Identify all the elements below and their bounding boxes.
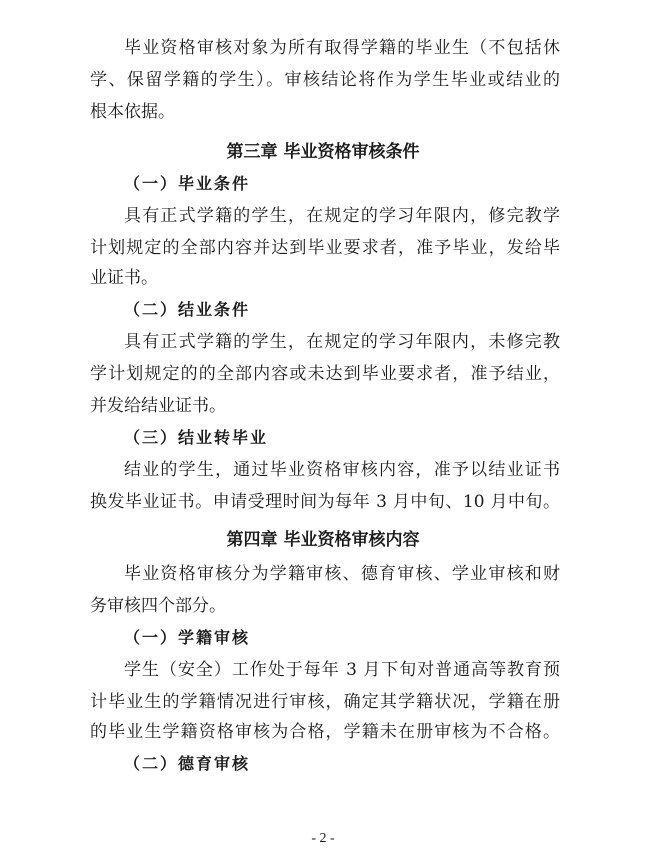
enrollment-review-line-2: 计毕业生的学籍情况进行审核，确定其学籍状况，学籍在册 xyxy=(90,692,560,712)
graduation-conditions-line-1: 具有正式学籍的学生，在规定的学习年限内，修完教学 xyxy=(124,206,560,226)
completion-conditions-line-3: 并发给结业证书。 xyxy=(90,396,226,416)
intro-line-3: 根本依据。 xyxy=(90,102,175,122)
chapter-4-title: 第四章 毕业资格审核内容 xyxy=(226,530,420,550)
intro-line-1: 毕业资格审核对象为所有取得学籍的毕业生（不包括休 xyxy=(124,38,560,58)
section-completion-conditions-heading: （二）结业条件 xyxy=(124,300,251,319)
completion-conditions-line-1: 具有正式学籍的学生，在规定的学习年限内，未修完教 xyxy=(124,332,560,352)
page-number: - 2 - xyxy=(311,831,335,846)
section-graduation-conditions-heading: （一）毕业条件 xyxy=(124,174,251,193)
enrollment-review-line-1: 学生（安全）工作处于每年 3 月下旬对普通高等教育预 xyxy=(124,660,560,680)
intro-line-2: 学、保留学籍的学生）。审核结论将作为学生毕业或结业的 xyxy=(90,70,560,90)
section-enrollment-review-heading: （一）学籍审核 xyxy=(124,628,251,647)
completion-to-graduation-line-1: 结业的学生，通过毕业资格审核内容，准予以结业证书 xyxy=(124,460,560,480)
review-content-line-2: 务审核四个部分。 xyxy=(90,596,226,616)
review-content-line-1: 毕业资格审核分为学籍审核、德育审核、学业审核和财 xyxy=(124,564,560,584)
enrollment-review-line-3: 的毕业生学籍资格审核为合格，学籍未在册审核为不合格。 xyxy=(90,722,560,742)
section-moral-review-heading: （二）德育审核 xyxy=(124,754,251,773)
chapter-3-title: 第三章 毕业资格审核条件 xyxy=(226,142,420,162)
completion-to-graduation-line-2: 换发毕业证书。申请受理时间为每年 3 月中旬、10 月中旬。 xyxy=(90,492,560,512)
graduation-conditions-line-2: 计划规定的全部内容并达到毕业要求者，准予毕业，发给毕 xyxy=(90,238,560,258)
completion-conditions-line-2: 学计划规定的的全部内容或未达到毕业要求者，准予结业， xyxy=(90,364,560,384)
graduation-conditions-line-3: 业证书。 xyxy=(90,268,158,288)
section-completion-to-graduation-heading: （三）结业转毕业 xyxy=(124,428,269,447)
